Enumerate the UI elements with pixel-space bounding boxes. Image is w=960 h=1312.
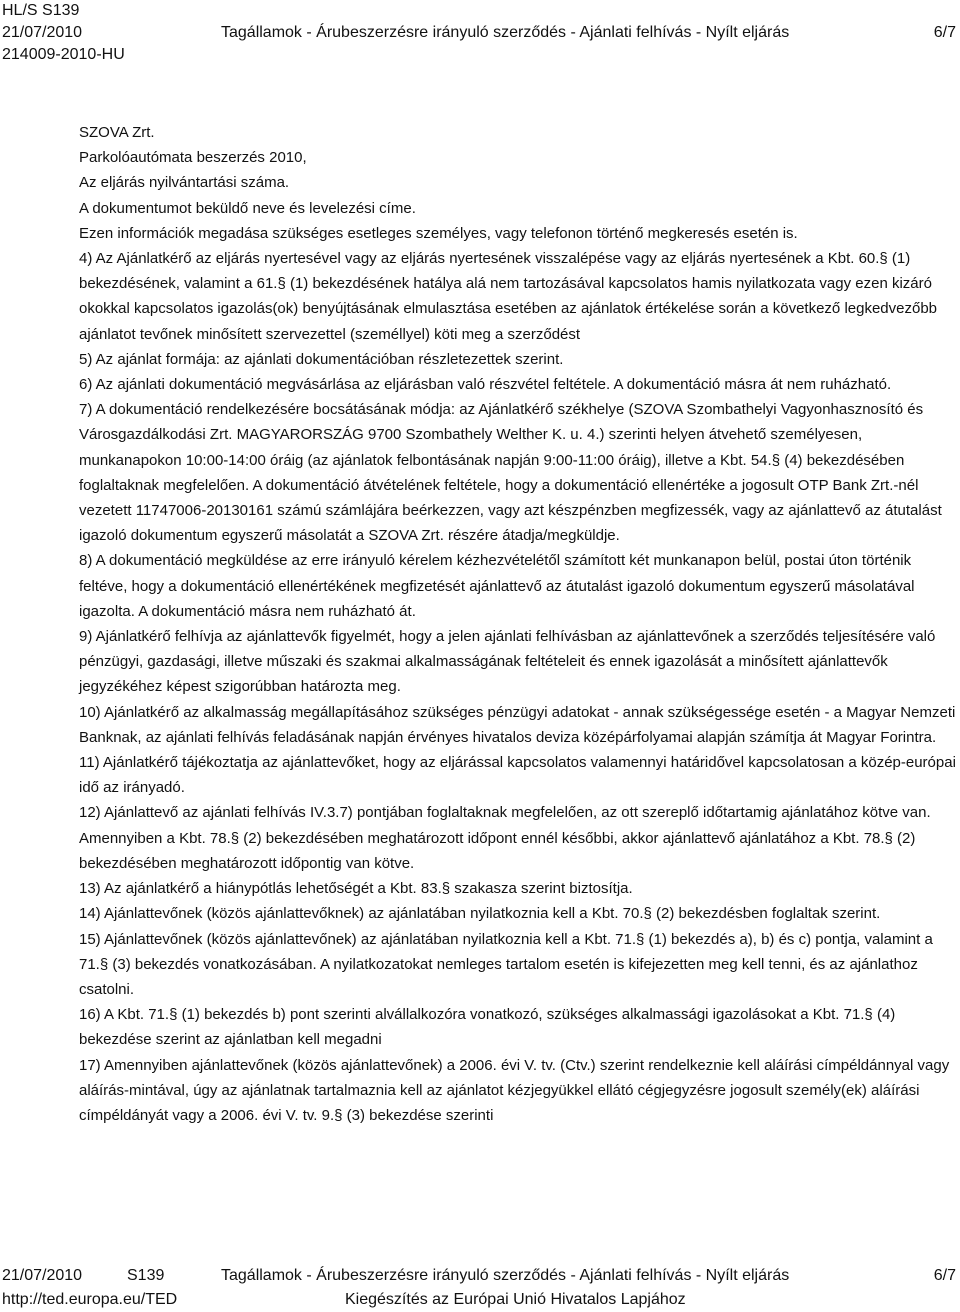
paragraph-item-15: 15) Ajánlattevőnek (közös ajánlattevőnek) az ajánlatában nyilatkoznia kell a Kbt. 71.§ (1) bekezdés a), b) és c) pontja, valamint a 71.§ (3) bekezdés vonatkozásában. A nyilatkozatokat nemleges tartalom esetén is kifejezetten meg kell tenni, és az ajánlathoz csatolni.	[79, 930, 933, 998]
paragraph-item-6: 6) Az ajánlati dokumentáció megvásárlása az eljárásban való részvétel feltétele. A dokumentáció másra át nem ruházható.	[79, 376, 892, 394]
paragraph-sender-address: A dokumentumot beküldő neve és levelezési címe.	[79, 199, 416, 217]
paragraph-contracting-entity: SZOVA Zrt.	[79, 124, 155, 141]
header-date: 21/07/2010	[2, 24, 83, 41]
document-body	[79, 120, 957, 1128]
paragraph-item-9: 9) Ajánlatkérő felhívja az ajánlattevők figyelmét, hogy a jelen ajánlati felhívásban az ajánlattevőnek a szerződés teljesítésére való pénzügyi, gazdasági, illetve műszaki és szakmai alkalmasságának feltételeit és ennek igazolását a minősített ajánlattevők jegyzékéhez képest szigorúbban határozta meg.	[79, 628, 936, 696]
page-header	[2, 0, 960, 66]
header-series: HL/S S139	[2, 2, 80, 19]
paragraph-item-17: 17) Amennyiben ajánlattevőnek (közös ajánlattevőnek) a 2006. évi V. tv. (Ctv.) szerint rendelkeznie kell aláírási címpéldánnyal vagy aláírás-mintával, úgy az ajánlatnak tartalmaznia kell az ajánlatot kézjegyükkel ellátó cégjegyzésre jogosult személy(ek) aláírási címpéldányát vagy a 2006. évi V. tv. 9.§ (3) bekezdése szerinti	[79, 1056, 950, 1124]
paragraph-registration-number: Az eljárás nyilvántartási száma.	[79, 174, 290, 192]
footer-supplement-label: Kiegészítés az Európai Unió Hivatalos Lapjához	[345, 1291, 686, 1308]
header-doc-id: 214009-2010-HU	[2, 46, 125, 63]
footer-series: S139	[127, 1267, 165, 1284]
footer-url-link[interactable]: http://ted.europa.eu/TED	[2, 1291, 178, 1308]
footer-page-number: 6/7	[933, 1267, 956, 1284]
paragraph-item-5: 5) Az ajánlat formája: az ajánlati dokumentációban részletezettek szerint.	[79, 350, 564, 368]
header-page-number: 6/7	[933, 24, 956, 41]
paragraph-item-13: 13) Az ajánlatkérő a hiánypótlás lehetőségét a Kbt. 83.§ szakasza szerint biztosítja.	[79, 880, 633, 898]
paragraph-item-14: 14) Ajánlattevőnek (közös ajánlattevőknek) az ajánlatában nyilatkoznia kell a Kbt. 70.§ (2) bekezdésben foglaltak szerint.	[79, 905, 881, 923]
paragraph-item-12: 12) Ajánlattevő az ajánlati felhívás IV.3.7) pontjában foglaltaknak megfelelően, az ott szereplő időtartamig ajánlatához kötve van. Amennyiben a Kbt. 78.§ (2) bekezdésében meghatározott időpont ennél későbbi, akkor ajánlattevő ajánlatához a Kbt. 78.§ (2) bekezdésében meghatározott időpontig van kötve.	[79, 804, 931, 872]
footer-date: 21/07/2010	[2, 1267, 83, 1284]
paragraph-project-name: Parkolóautómata beszerzés 2010,	[79, 149, 307, 167]
paragraph-item-4: 4) Az Ajánlatkérő az eljárás nyertesével vagy az eljárás nyertesének visszalépése vagy az eljárás nyertesének a Kbt. 60.§ (1) bekezdésének, valamint a 61.§ (1) bekezdésének hatálya alá nem tartozásával kapcsolatos hamis nyilatkozata vagy ezen kizáró okokkal kapcsolatos igazolás(ok) benyújtásának elmulasztása esetében az ajánlatok értékelése során a következő legkedvezőbb ajánlatot tevőnek minősített szervezettel (személlyel) köti meg a szerződést	[79, 250, 938, 343]
page-footer	[2, 1264, 960, 1312]
paragraph-item-11: 11) Ajánlatkérő tájékoztatja az ajánlattevőket, hogy az eljárással kapcsolatos valamennyi határidővel kapcsolatosan a közép-európai idő az irányadó.	[79, 754, 956, 797]
paragraph-item-16: 16) A Kbt. 71.§ (1) bekezdés b) pont szerinti alvállalkozóra vonatkozó, szükséges alkalmassági igazolásokat a Kbt. 71.§ (4) bekezdése szerint az ajánlatban kell megadni	[79, 1006, 896, 1049]
footer-title: Tagállamok - Árubeszerzésre irányuló szerződés - Ajánlati felhívás - Nyílt eljárás	[221, 1267, 790, 1284]
paragraph-item-10: 10) Ajánlatkérő az alkalmasság megállapításához szükséges pénzügyi adatokat - annak szükségessége esetén - a Magyar Nemzeti Banknak, az ajánlati felhívás feladásának napján érvényes hivatalos deviza középárfolyamai alapján számítja át Magyar Forintra.	[79, 703, 956, 746]
paragraph-item-8: 8) A dokumentáció megküldése az erre irányuló kérelem kézhezvételétől számított két munkanapon belül, postai úton történik feltéve, hogy a dokumentáció ellenértékének megfizetését ajánlattevő az átutalást igazoló dokumentum egyszerű másolatával igazolta. A dokumentáció másra nem ruházható át.	[79, 552, 915, 620]
paragraph-contact-info-note: Ezen információk megadása szükséges esetleges személyes, vagy telefonon történő megkeresés esetén is.	[79, 224, 798, 242]
paragraph-item-7: 7) A dokumentáció rendelkezésére bocsátásának módja: az Ajánlatkérő székhelye (SZOVA Szombathelyi Vagyonhasznosító és Városgazdálkodási Zrt. MAGYARORSZÁG 9700 Szombathely Welther K. u. 4.) szerinti helyen átvehető személyesen, munkanapokon 10:00-14:00 óráig (az ajánlatok felbontásának napján 9:00-11:00 óráig), illetve a Kbt. 54.§ (4) bekezdésében foglaltaknak megfelelően. A dokumentáció átvételének feltétele, hogy a dokumentáció ellenértéke a jogosult OTP Bank Zrt.-nél vezetett 11747006-20130161 számú számlájára beérkezzen, vagy azt készpénzben megfizessék, vagy az ajánlattevő az átutalást igazoló dokumentum egyszerű másolatát a SZOVA Zrt. részére átadja/megküldje.	[79, 401, 942, 545]
header-title: Tagállamok - Árubeszerzésre irányuló szerződés - Ajánlati felhívás - Nyílt eljárás	[221, 24, 790, 41]
